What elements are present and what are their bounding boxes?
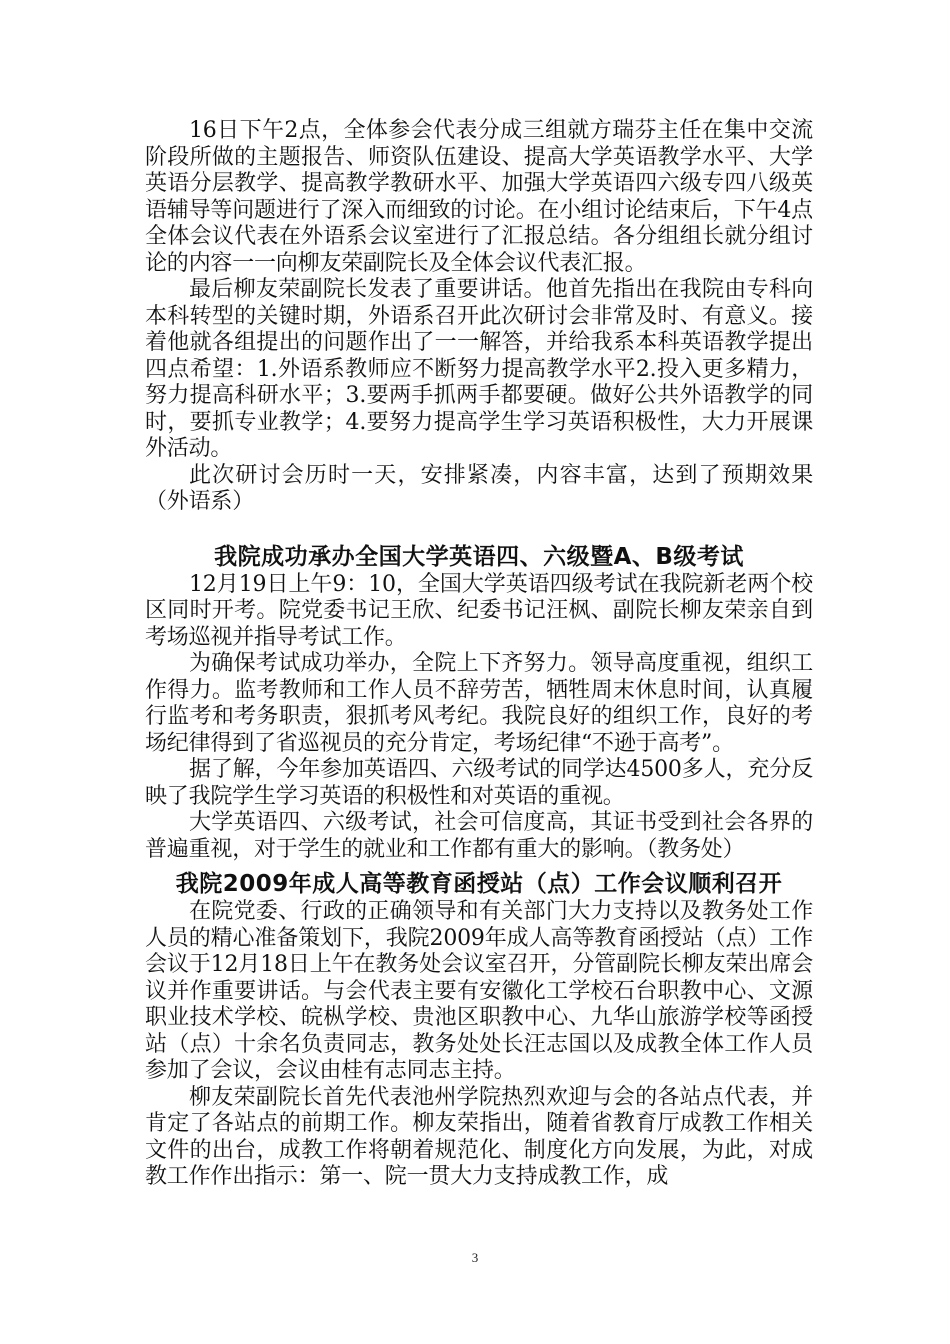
article-title: 我院2009年成人高等教育函授站（点）工作会议顺利召开 (175, 871, 783, 897)
spacer (145, 516, 813, 542)
page-body (145, 118, 813, 1191)
paragraph: 大学英语四、六级考试，社会可信度高，其证书受到社会各界的普遍重视，对于学生的就业和工作都有重大的影响。（教务处） (145, 810, 813, 862)
paragraph: 12月19日上午9：10，全国大学英语四级考试在我院新老两个校区同时开考。院党委书记王欣、纪委书记汪枫、副院长柳友荣亲自到考场巡视并指导考试工作。 (145, 571, 813, 650)
paragraph: 此次研讨会历时一天，安排紧凑，内容丰富，达到了预期效果（外语系） (145, 462, 813, 514)
paragraph: 柳友荣副院长首先代表池州学院热烈欢迎与会的各站点代表，并肯定了各站点的前期工作。柳友荣指出，随着省教育厅成教工作相关文件的出台，成教工作将朝着规范化、制度化方向发展，为此，对成教工作作出指示：第一、院一贯大力支持成教工作，成 (145, 1084, 813, 1189)
paragraph: 在院党委、行政的正确领导和有关部门大力支持以及教务处工作人员的精心准备策划下，我院2009年成人高等教育函授站（点）工作会议于12月18日上午在教务处会议室召开，分管副院长柳友荣出席会议并作重要讲话。与会代表主要有安徽化工学校石台职教中心、文源职业技术学校、皖枞学校、贵池区职教中心、九华山旅游学校等函授站（点）十余名负责同志，教务处处长汪志国以及成教全体工作人员参加了会议，会议由桂有志同志主持。 (145, 899, 813, 1083)
section-adult-education-meeting (145, 869, 813, 1191)
paragraph: 最后柳友荣副院长发表了重要讲话。他首先指出在我院由专科向本科转型的关键时期，外语系召开此次研讨会非常及时、有意义。接着他就各组提出的问题作出了一一解答，并给我系本科英语教学提出四点希望：1.外语系教师应不断努力提高教学水平2.投入更多精力，努力提高科研水平；3.要两手抓两手都要硬。做好公共外语教学的同时，要抓专业教学；4.要努力提高学生学习英语积极性，大力开展课外活动。 (145, 277, 813, 461)
paragraph: 据了解，今年参加英语四、六级考试的同学达4500多人，充分反映了我院学生学习英语的积极性和对英语的重视。 (145, 757, 813, 809)
article-title: 我院成功承办全国大学英语四、六级暨A、B级考试 (214, 543, 744, 570)
section-cet-exam (145, 542, 813, 864)
paragraph: 为确保考试成功举办，全院上下齐努力。领导高度重视，组织工作得力。监考教师和工作人员不辞劳苦，牺牲周末休息时间，认真履行监考和考务职责，狠抓考风考纪。我院良好的组织工作，良好的考场纪律得到了省巡视员的充分肯定，考场纪律“不逊于高考”。 (145, 651, 813, 756)
section-seminar-summary (145, 118, 813, 516)
paragraph: 16日下午2点，全体参会代表分成三组就方瑞芬主任在集中交流阶段所做的主题报告、师资队伍建设、提高大学英语教学水平、大学英语分层教学、提高教学教研水平、加强大学英语四六级专四八级英语辅导等问题进行了深入而细致的讨论。在小组讨论结束后，下午4点全体会议代表在外语系会议室进行了汇报总结。各分组组长就分组讨论的内容一一向柳友荣副院长及全体会议代表汇报。 (145, 118, 813, 276)
page-number: 3 (471, 1250, 479, 1265)
